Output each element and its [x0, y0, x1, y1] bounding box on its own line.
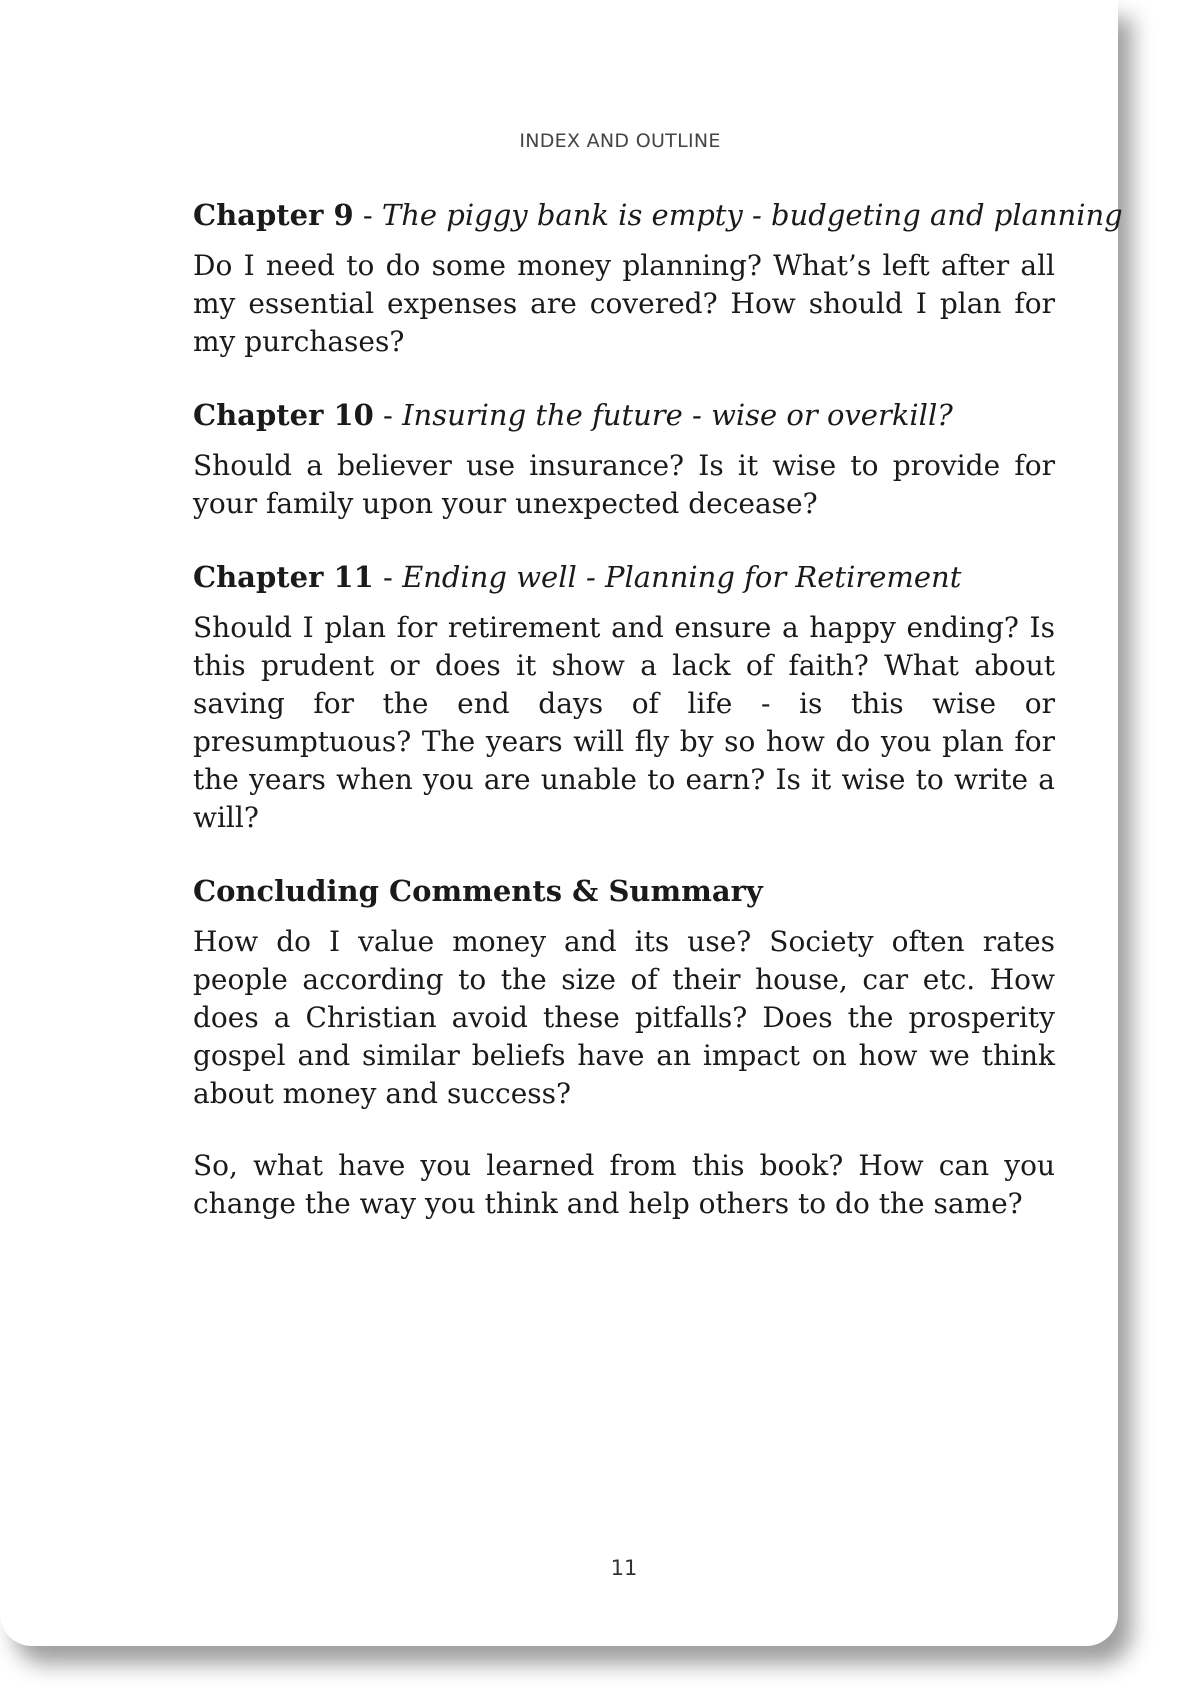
chapter-title: Insuring the future - wise or overkill? — [402, 398, 953, 432]
chapter-heading — [193, 395, 1055, 435]
chapter-label: Chapter 9 — [193, 198, 354, 232]
chapter-description: Do I need to do some money planning? What’s left after all my essential expenses are covered? How should I plan for my purchases? — [193, 249, 1055, 358]
chapter-label: Chapter 10 — [193, 398, 374, 432]
chapter-label: Chapter 11 — [193, 560, 374, 594]
chapter-title: The piggy bank is empty - budgeting and planning — [381, 198, 1123, 232]
concluding-paragraph: How do I value money and its use? Society often rates people according to the size of their house, car etc. How does a Christian avoid these pitfalls? Does the prosperity gospel and similar beliefs have an impact on how we think about money and success? — [193, 925, 1055, 1110]
concluding-heading: Concluding Comments & Summary — [193, 874, 763, 908]
page-number: 11 — [610, 1556, 638, 1580]
chapter-heading — [193, 557, 1055, 597]
chapter-11-section — [193, 557, 1055, 837]
chapter-title: Ending well - Planning for Retirement — [402, 560, 962, 594]
chapter-description: Should a believer use insurance? Is it wise to provide for your family upon your unexpected decease? — [193, 449, 1055, 520]
heading-separator: - — [373, 398, 403, 432]
running-head: INDEX AND OUTLINE — [519, 130, 721, 152]
chapter-10-section — [193, 395, 1055, 523]
chapter-heading — [193, 195, 1123, 235]
chapter-description: Should I plan for retirement and ensure a happy ending? Is this prudent or does it show a lack of faith? What about saving for the end days of life - is this wise or presumptuous? The years will fly by so how do you plan for the years when you are unable to earn? Is it wise to write a will? — [193, 611, 1055, 834]
heading-separator: - — [373, 560, 403, 594]
closing-paragraph: So, what have you learned from this book? How can you change the way you think and help others to do the same? — [193, 1149, 1055, 1220]
concluding-section — [193, 871, 1055, 1223]
chapter-9-section — [193, 195, 1123, 361]
heading-separator: - — [353, 198, 382, 232]
page-content — [193, 195, 1123, 1223]
